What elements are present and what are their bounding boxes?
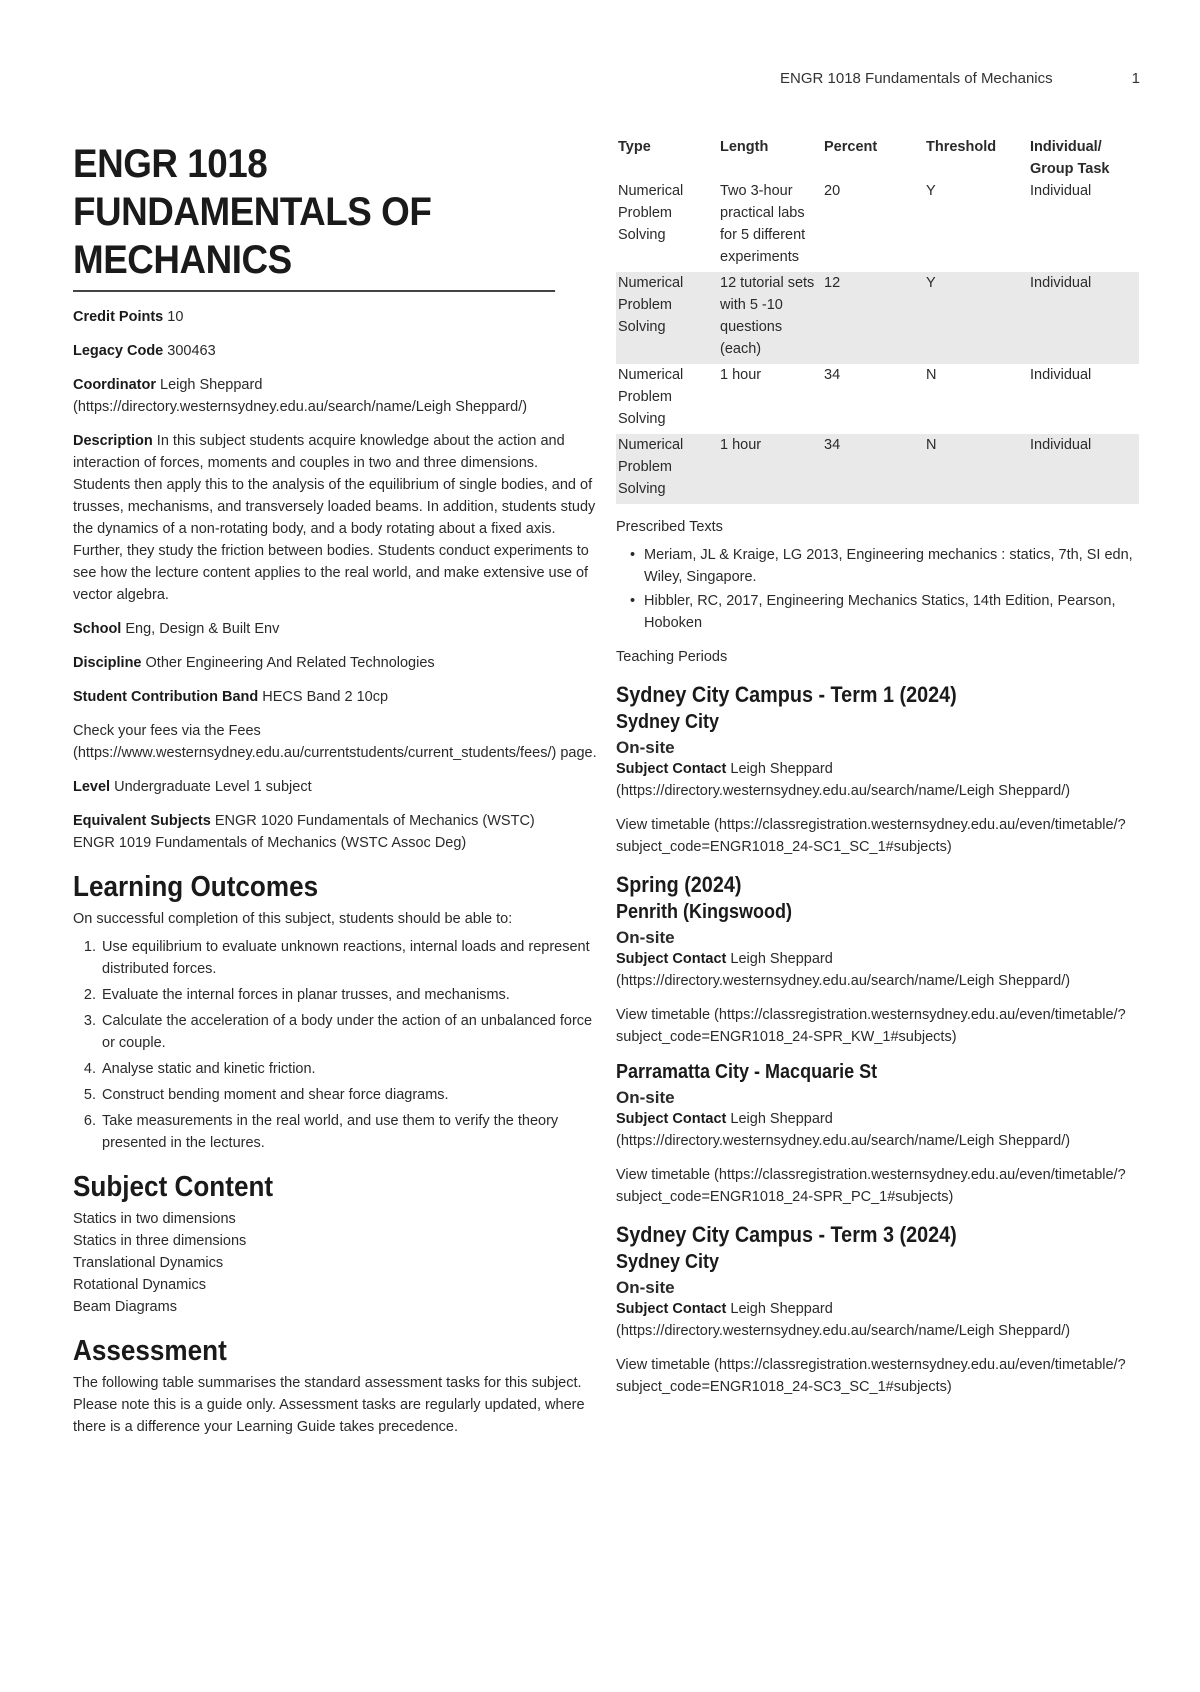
learning-outcomes-list — [73, 936, 597, 1154]
subject-contact-label: Subject Contact — [616, 1111, 727, 1127]
table-cell: 1 hour — [720, 367, 762, 383]
discipline-label: Discipline — [73, 655, 142, 671]
legacy-code-value: 300463 — [167, 343, 216, 359]
table-row — [616, 364, 1139, 434]
table-row — [616, 272, 1139, 364]
table-cell: Individual — [1030, 183, 1092, 199]
table-cell: N — [926, 367, 937, 383]
timetable-link[interactable]: View timetable (https://classregistration.westernsydney.edu.au/even/timetable/?subject_code=ENGR1018_24-SPR_KW_1#subjects) — [616, 1007, 1126, 1045]
table-cell: Y — [926, 183, 936, 199]
column-header-percent: Percent — [824, 139, 878, 155]
contribution-band — [73, 686, 597, 708]
delivery-mode: On-site — [616, 1088, 675, 1107]
list-item: Beam Diagrams — [73, 1299, 177, 1315]
level-label: Level — [73, 779, 111, 795]
column-header-type: Type — [618, 139, 651, 155]
assessment-intro: The following table summarises the standard assessment tasks for this subject. Please note this is a guide only. Assessment tasks are regularly updated, where there is a difference your Learning Guide takes precedence. — [73, 1375, 585, 1435]
list-item: 3. Calculate the acceleration of a body under the action of an unbalanced force or couple. — [100, 1010, 597, 1054]
list-item: 1. Use equilibrium to evaluate unknown reactions, internal loads and represent distributed forces. — [100, 936, 597, 980]
legacy-code-label: Legacy Code — [73, 343, 164, 359]
assessment-table — [616, 136, 1139, 504]
list-item: Translational Dynamics — [73, 1255, 224, 1271]
table-cell: Two 3-hour practical labs for 5 different experiments — [720, 183, 806, 265]
list-item: • Hibbler, RC, 2017, Engineering Mechanics Statics, 14th Edition, Pearson, Hoboken — [616, 590, 1139, 634]
table-row — [616, 180, 1139, 272]
school-label: School — [73, 621, 122, 637]
table-cell: Individual — [1028, 272, 1139, 364]
list-item: 2. Evaluate the internal forces in planar trusses, and mechanisms. — [100, 984, 597, 1006]
teaching-period — [616, 1222, 1139, 1398]
learning-outcomes-intro: On successful completion of this subject, students should be able to: — [73, 911, 513, 927]
description-label: Description — [73, 433, 153, 449]
teaching-period-title: Spring (2024) — [616, 872, 742, 897]
teaching-period — [616, 872, 1139, 1208]
table-cell: Y — [924, 272, 1028, 364]
contribution-band-label: Student Contribution Band — [73, 689, 259, 705]
page-number: 1 — [1131, 70, 1140, 87]
campus-name: Sydney City — [616, 1251, 720, 1273]
subject-content-list — [73, 1208, 597, 1318]
right-column — [616, 140, 1139, 1398]
equivalent-line-1: ENGR 1020 Fundamentals of Mechanics (WSTC) — [214, 813, 535, 829]
description — [73, 430, 597, 606]
table-cell: Numerical Problem Solving — [618, 183, 684, 243]
prescribed-texts-heading: Prescribed Texts — [616, 519, 723, 535]
subject-contact-link[interactable]: Leigh Sheppard (https://directory.westernsydney.edu.au/search/name/Leigh Sheppard/) — [616, 761, 1071, 799]
table-cell: Individual — [1030, 367, 1092, 383]
page-title: ENGR 1018 FUNDAMENTALS OF MECHANICS — [73, 140, 555, 292]
running-header — [780, 70, 1140, 87]
level-value: Undergraduate Level 1 subject — [114, 779, 312, 795]
prescribed-texts-list — [616, 544, 1139, 634]
table-cell: Numerical Problem Solving — [616, 272, 718, 364]
contribution-band-value: HECS Band 2 10cp — [262, 689, 389, 705]
school — [73, 618, 597, 640]
table-cell: 20 — [824, 183, 841, 199]
subject-contact-label: Subject Contact — [616, 1301, 727, 1317]
credit-points-value: 10 — [167, 309, 184, 325]
teaching-period-title: Sydney City Campus - Term 3 (2024) — [616, 1222, 957, 1247]
subject-contact — [616, 948, 1139, 992]
table-header-row — [616, 136, 1139, 180]
coordinator-label: Coordinator — [73, 377, 156, 393]
credit-points — [73, 306, 597, 328]
table-cell: 34 — [822, 434, 924, 504]
teaching-periods-heading: Teaching Periods — [616, 649, 728, 665]
subject-contact-label: Subject Contact — [616, 761, 727, 777]
discipline — [73, 652, 597, 674]
coordinator — [73, 374, 597, 418]
timetable-link[interactable]: View timetable (https://classregistration.westernsydney.edu.au/even/timetable/?subject_code=ENGR1018_24-SC3_SC_1#subjects) — [616, 1357, 1126, 1395]
learning-outcomes-heading: Learning Outcomes — [73, 871, 319, 903]
campus-name: Sydney City — [616, 711, 720, 733]
column-header-length: Length — [720, 139, 769, 155]
equivalent-line-2: ENGR 1019 Fundamentals of Mechanics (WSTC Assoc Deg) — [73, 835, 467, 851]
left-column — [73, 140, 597, 1438]
equivalent-label: Equivalent Subjects — [73, 813, 211, 829]
subject-contact-link[interactable]: Leigh Sheppard (https://directory.westernsydney.edu.au/search/name/Leigh Sheppard/) — [616, 1301, 1071, 1339]
credit-points-label: Credit Points — [73, 309, 164, 325]
table-cell: N — [924, 434, 1028, 504]
table-cell: Individual — [1028, 434, 1139, 504]
list-item: 5. Construct bending moment and shear force diagrams. — [100, 1084, 597, 1106]
table-cell: 12 — [822, 272, 924, 364]
assessment-heading: Assessment — [73, 1335, 227, 1367]
fees-note[interactable]: Check your fees via the Fees (https://www.westernsydney.edu.au/currentstudents/current_students/fees/) page. — [73, 723, 597, 761]
subject-contact-label: Subject Contact — [616, 951, 727, 967]
list-item: 6. Take measurements in the real world, and use them to verify the theory presented in the lectures. — [100, 1110, 597, 1154]
subject-contact — [616, 1298, 1139, 1342]
list-item: 4. Analyse static and kinetic friction. — [100, 1058, 597, 1080]
level — [73, 776, 597, 798]
timetable-link[interactable]: View timetable (https://classregistration.westernsydney.edu.au/even/timetable/?subject_code=ENGR1018_24-SC1_SC_1#subjects) — [616, 817, 1126, 855]
delivery-mode: On-site — [616, 928, 675, 947]
list-item: • Meriam, JL & Kraige, LG 2013, Engineering mechanics : statics, 7th, SI edn, Wiley, Singapore. — [616, 544, 1139, 588]
subject-contact-link[interactable]: Leigh Sheppard (https://directory.westernsydney.edu.au/search/name/Leigh Sheppard/) — [616, 951, 1071, 989]
description-text: In this subject students acquire knowledge about the action and interaction of forces, moments and couples in two and three dimensions. Students then apply this to the analysis of the equilibrium of single bodies, and of trusses, mechanisms, and transversely loaded beams. In addition, students study the dynamics of a non-rotating body, and a body rotating about a fixed axis. Further, they study the friction between bodies. Students conduct experiments to see how the lecture content applies to the real world, and make extensive use of vector algebra. — [73, 433, 596, 603]
timetable-link[interactable]: View timetable (https://classregistration.westernsydney.edu.au/even/timetable/?subject_code=ENGR1018_24-SPR_PC_1#subjects) — [616, 1167, 1126, 1205]
teaching-period-title: Sydney City Campus - Term 1 (2024) — [616, 682, 957, 707]
column-header-task: Individual/ Group Task — [1030, 139, 1110, 177]
subject-contact — [616, 758, 1139, 802]
subject-contact-link[interactable]: Leigh Sheppard (https://directory.westernsydney.edu.au/search/name/Leigh Sheppard/) — [616, 1111, 1071, 1149]
campus-offering — [616, 1060, 1139, 1208]
table-cell: Numerical Problem Solving — [618, 367, 684, 427]
list-item: Statics in three dimensions — [73, 1233, 247, 1249]
table-cell: 1 hour — [718, 434, 822, 504]
subject-content-heading: Subject Content — [73, 1171, 274, 1203]
table-cell: Numerical Problem Solving — [616, 434, 718, 504]
coordinator-link[interactable]: Leigh Sheppard (https://directory.westernsydney.edu.au/search/name/Leigh Sheppard/) — [73, 377, 528, 415]
subject-contact — [616, 1108, 1139, 1152]
legacy-code — [73, 340, 597, 362]
list-item: Rotational Dynamics — [73, 1277, 206, 1293]
delivery-mode: On-site — [616, 1278, 675, 1297]
campus-name: Parramatta City - Macquarie St — [616, 1061, 878, 1083]
column-header-threshold: Threshold — [926, 139, 997, 155]
teaching-period — [616, 682, 1139, 858]
table-cell: 12 tutorial sets with 5 -10 questions (each) — [718, 272, 822, 364]
delivery-mode: On-site — [616, 738, 675, 757]
table-cell: 34 — [824, 367, 841, 383]
equivalent-subjects — [73, 810, 597, 854]
running-title: ENGR 1018 Fundamentals of Mechanics — [780, 70, 1053, 87]
school-value: Eng, Design & Built Env — [125, 621, 280, 637]
campus-name: Penrith (Kingswood) — [616, 901, 792, 923]
discipline-value: Other Engineering And Related Technologies — [145, 655, 435, 671]
table-row — [616, 434, 1139, 504]
list-item: Statics in two dimensions — [73, 1211, 236, 1227]
